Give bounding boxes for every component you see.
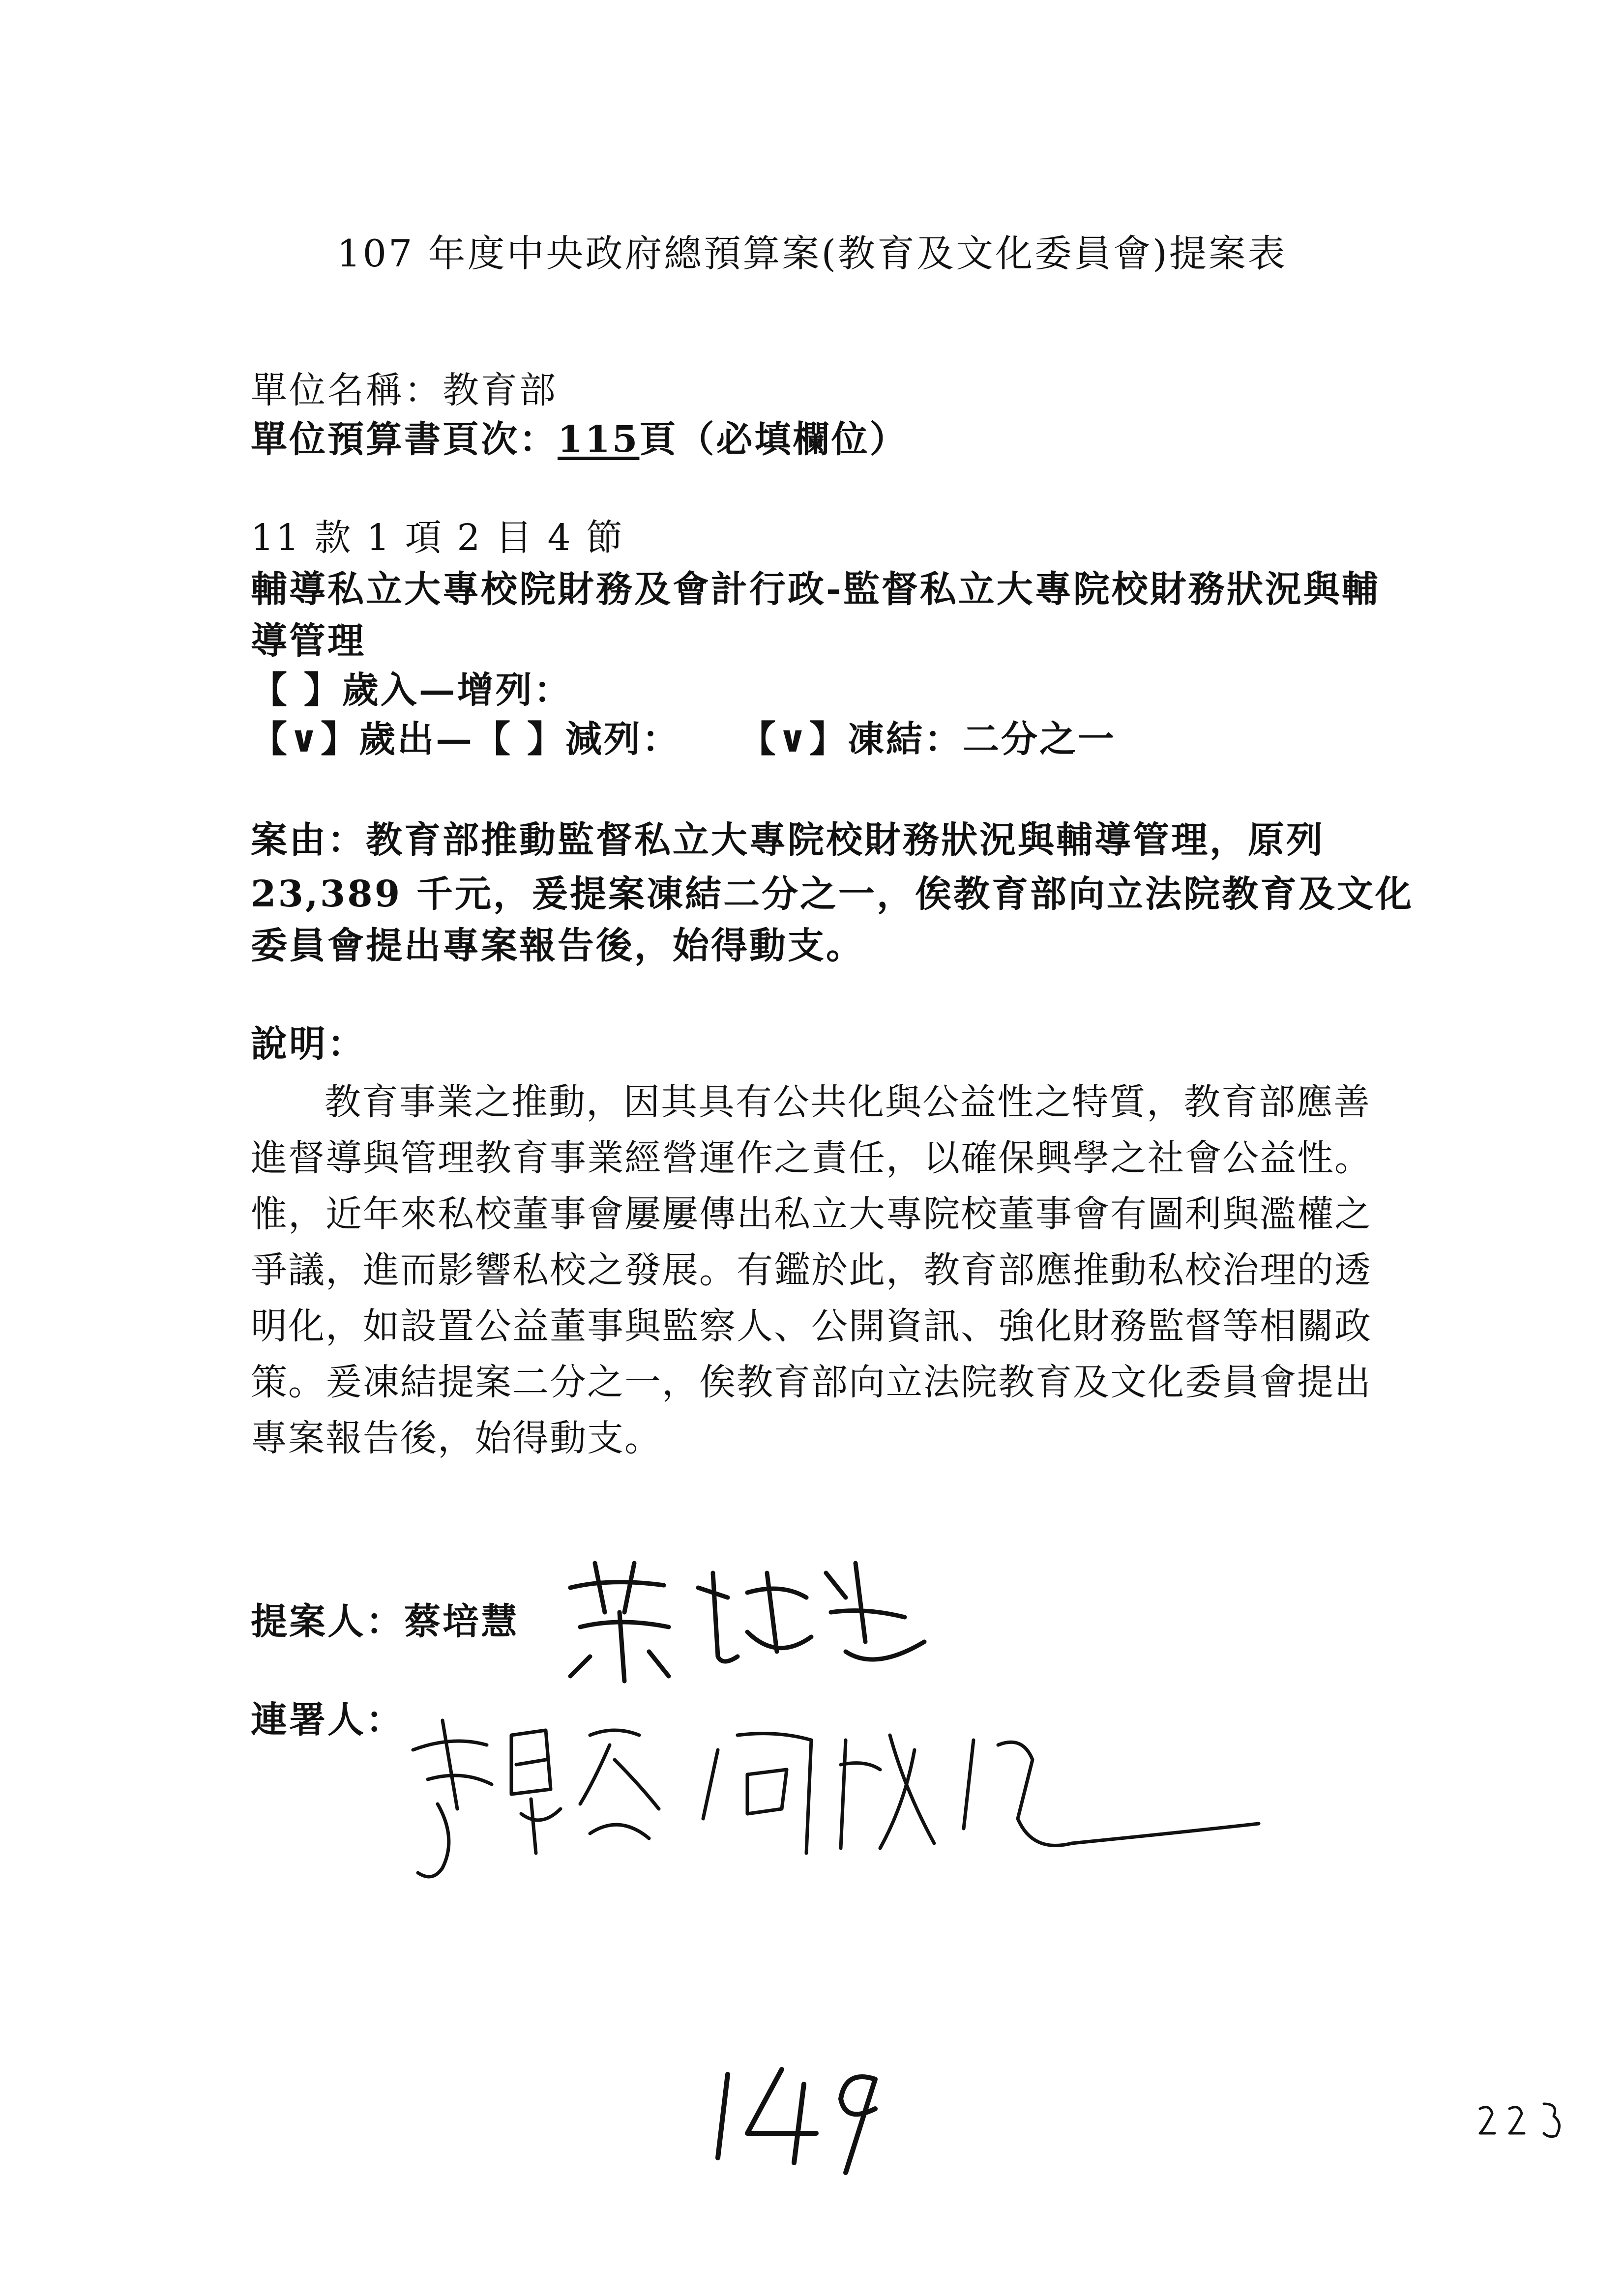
budget-page-label: 單位預算書頁次： (251, 418, 558, 461)
document-title: 107 年度中央政府總預算案(教育及文化委員會)提案表 (337, 232, 1287, 275)
explanation-label: 說明： (251, 1023, 366, 1065)
explanation-line-7: 專案報告後，始得動支。 (251, 1417, 662, 1459)
corner-mark (1465, 2089, 1583, 2148)
budget-page-row (251, 410, 908, 463)
proposer-row (251, 1593, 519, 1645)
expense-reduction: 【∨】歲出—【 】減列： (251, 718, 680, 760)
explanation-line-3: 惟，近年來私校董事會屢屢傳出私立大專院校董事會有圖利與濫權之 (251, 1193, 1372, 1235)
unit-name-row (251, 361, 558, 413)
handwritten-page-number (698, 2050, 905, 2187)
explanation-line-2: 進督導與管理教育事業經營運作之責任，以確保興學之社會公益性。 (251, 1137, 1372, 1179)
expense-freeze: 【∨】凍結：二分之一 (739, 718, 1116, 760)
case-reason-line-2: 23,389 千元，爰提案凍結二分之一，俟教育部向立法院教育及文化 (251, 873, 1414, 915)
item-code: 11 款 1 項 2 目 4 節 (251, 517, 625, 559)
explanation-line-4: 爭議，進而影響私校之發展。有鑑於此，教育部應推動私校治理的透 (251, 1249, 1372, 1291)
unit-name-label: 單位名稱： (251, 369, 443, 411)
case-reason-line-3: 委員會提出專案報告後，始得動支。 (251, 925, 864, 967)
proposer-name: 蔡培慧 (404, 1600, 519, 1643)
explanation-paragraph (251, 1074, 1382, 1466)
case-reason-line-1: 案由：教育部推動監督私立大專院校財務狀況與輔導管理，原列 (251, 819, 1325, 861)
explanation-line-1: 教育事業之推動，因其具有公共化與公益性之特質，教育部應善 (325, 1081, 1371, 1123)
cosigner-label: 連署人： (251, 1699, 404, 1741)
budget-page-suffix: 頁（必填欄位） (639, 418, 908, 461)
revenue-line: 【 】歲入—增列： (251, 669, 572, 711)
proposer-signature (551, 1543, 934, 1691)
explanation-line-5: 明化，如設置公益董事與監察人、公開資訊、強化財務監督等相關政 (251, 1305, 1372, 1347)
budget-page-value: 115 (558, 418, 640, 461)
unit-name-value: 教育部 (443, 369, 558, 411)
proposer-label: 提案人： (251, 1600, 404, 1643)
cosigner-signatures (384, 1691, 1269, 1902)
item-title-line-2: 導管理 (251, 620, 366, 662)
expense-line (251, 710, 1116, 762)
item-title-line-1: 輔導私立大專校院財務及會計行政-監督私立大專院校財務狀況與輔 (251, 568, 1380, 610)
explanation-line-6: 策。爰凍結提案二分之一，俟教育部向立法院教育及文化委員會提出 (251, 1361, 1372, 1403)
